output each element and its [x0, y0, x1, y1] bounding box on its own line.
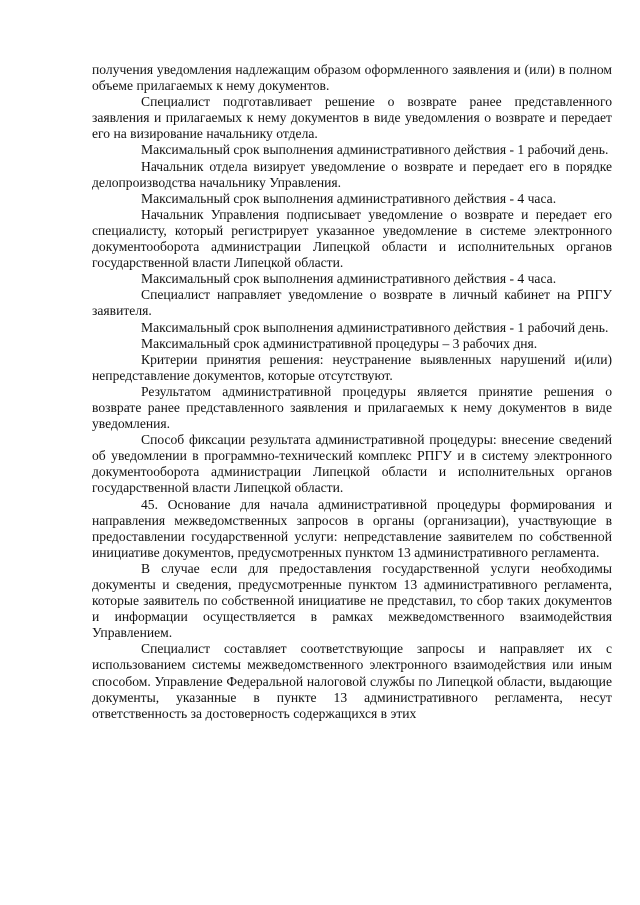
paragraph-specialist-prepares: Специалист подготавливает решение о возврате ранее представленного заявления и прилагаемых к нему документов в виде уведомления о возврате и передает его на визирование начальнику отдела.: [92, 94, 612, 142]
paragraph-item-45: 45. Основание для начала административной процедуры формирования и направления межведомственных запросов в органы (организации), участвующие в предоставлении государственной услуги: непредставление заявителем по собственной инициативе документов, предусмотренных пунктом 13 административного регламента.: [92, 496, 612, 560]
paragraph-head-of-department: Начальник отдела визирует уведомление о возврате и передает его в порядке делопроизводства начальнику Управления.: [92, 158, 612, 190]
paragraph-deadline-1-day-2: Максимальный срок выполнения административного действия - 1 рабочий день.: [141, 319, 609, 335]
paragraph-recording-method: Способ фиксации результата административной процедуры: внесение сведений об уведомлении в программно-технический комплекс РПГУ и в систему электронного документооборота администрации Липецкой области и исполнительных органов государственной власти Липецкой области.: [92, 432, 612, 496]
paragraph-procedure-deadline: Максимальный срок административной процедуры – 3 рабочих дня.: [141, 335, 538, 351]
paragraph-decision-criteria: Критерии принятия решения: неустранение выявленных нарушений и(или) непредставление документов, которые отсутствуют.: [92, 351, 612, 383]
document-page: [92, 62, 612, 722]
paragraph-specialist-requests: Специалист составляет соответствующие запросы и направляет их с использованием системы межведомственного электронного взаимодействия или иным способом. Управление Федеральной налоговой службы по Липецкой области, выдающие документы, указанные в пункте 13 административного регламента, несут ответственность за достоверность содержащихся в этих: [92, 641, 612, 721]
paragraph-deadline-1-day: Максимальный срок выполнения административного действия - 1 рабочий день.: [141, 142, 609, 158]
paragraph-procedure-result: Результатом административной процедуры является принятие решения о возврате ранее представленного заявления и прилагаемых к нему документов в виде уведомления.: [92, 383, 612, 432]
paragraph-head-of-administration: Начальник Управления подписывает уведомление о возврате и передает его специалисту, который регистрирует указанное уведомление в системе электронного документооборота администрации Липецкой области и исполнительных органов государственной власти Липецкой области.: [92, 206, 612, 271]
paragraph-interagency-collection: В случае если для предоставления государственной услуги необходимы документы и сведения, предусмотренные пунктом 13 административного регламента, которые заявитель по собственной инициативе не представил, то сбор таких документов и информации осуществляется в рамках межведомственного взаимодействия Управлением.: [92, 560, 612, 641]
paragraph-continuation: получения уведомления надлежащим образом оформленного заявления и (или) в полном объеме прилагаемых к нему документов.: [92, 62, 612, 94]
paragraph-deadline-4-hours-2: Максимальный срок выполнения административного действия - 4 часа.: [141, 271, 557, 287]
paragraph-deadline-4-hours: Максимальный срок выполнения административного действия - 4 часа.: [141, 190, 557, 206]
paragraph-specialist-sends: Специалист направляет уведомление о возврате в личный кабинет на РПГУ заявителя.: [92, 287, 612, 319]
